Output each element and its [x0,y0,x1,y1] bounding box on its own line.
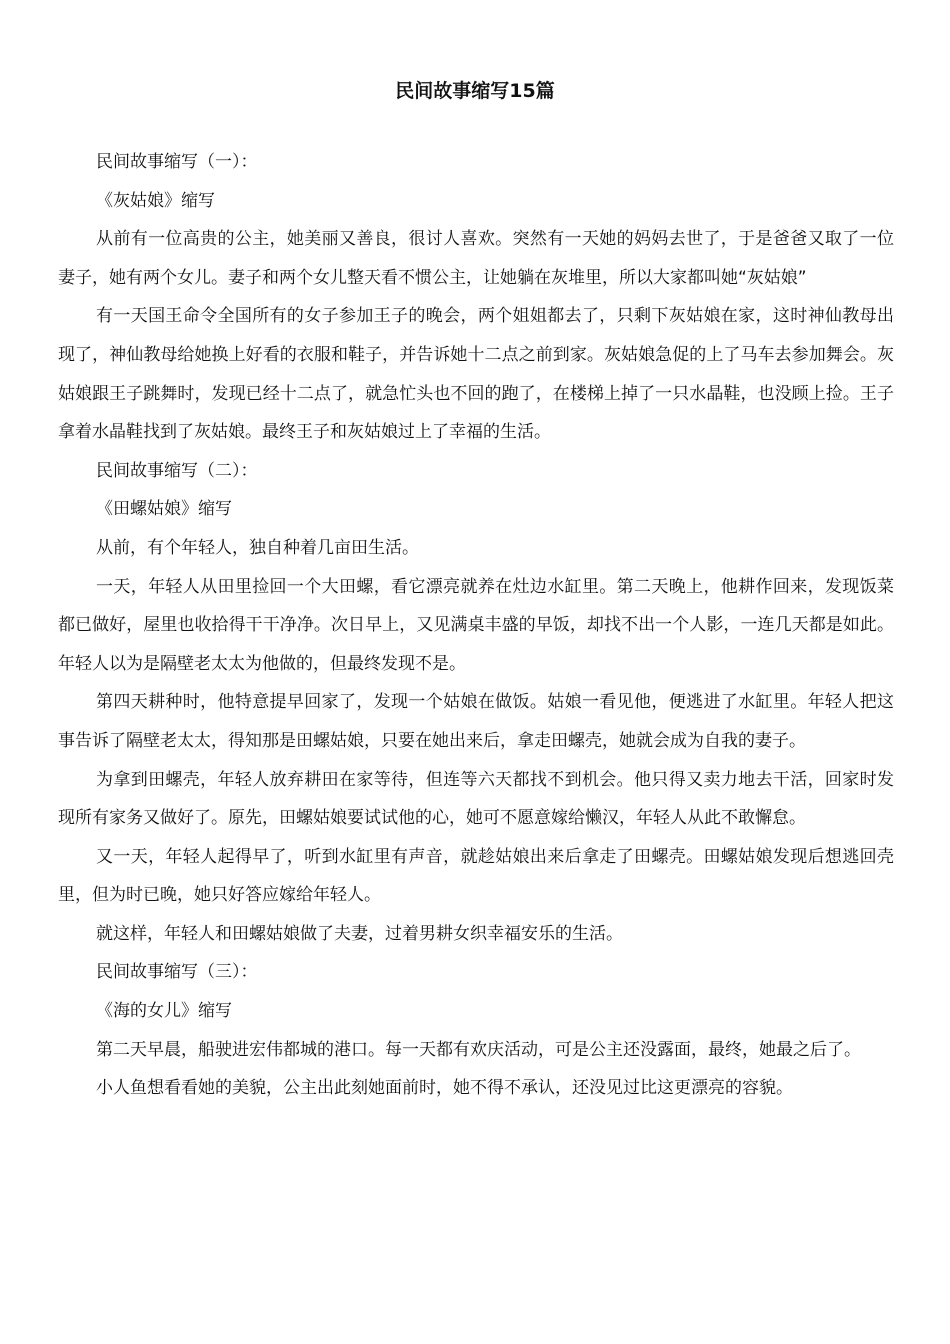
paragraph: 从前有一位高贵的公主，她美丽又善良，很讨人喜欢。突然有一天她的妈妈去世了，于是爸爸又取了一位妻子，她有两个女儿。妻子和两个女儿整天看不惯公主，让她躺在灰堆里，所以大家都叫她“灰姑娘” [58,229,894,288]
paragraph: 从前，有个年轻人，独自种着几亩田生活。 [96,537,419,558]
section-heading-1: 民间故事缩写（一）： [96,152,258,172]
section-heading-3: 民间故事缩写（三）： [96,962,258,983]
paragraph: 就这样，年轻人和田螺姑娘做了夫妻，过着男耕女织幸福安乐的生活。 [96,923,623,944]
paragraph: 有一天国王命令全国所有的女子参加王子的晚会，两个姐姐都去了，只剩下灰姑娘在家，这时神仙教母出现了，神仙教母给她换上好看的衣服和鞋子，并告诉她十二点之前到家。灰姑娘急促的上了马车去参加舞会。灰姑娘跟王子跳舞时，发现已经十二点了，就急忙头也不回的跑了，在楼梯上掉了一只水晶鞋，也没顾上捡。王子拿着水晶鞋找到了灰姑娘。最终王子和灰姑娘过上了幸福的生活。 [58,306,894,443]
paragraph: 第四天耕种时，他特意提早回家了，发现一个姑娘在做饭。姑娘一看见他，便逃进了水缸里。年轻人把这事告诉了隔壁老太太，得知那是田螺姑娘，只要在她出来后，拿走田螺壳，她就会成为自我的妻子。 [58,692,894,751]
paragraph: 小人鱼想看看她的美貌，公主出此刻她面前时，她不得不承认，还没见过比这更漂亮的容貌。 [96,1078,793,1099]
story-title-1: 《灰姑娘》缩写 [96,190,215,211]
paragraph: 为拿到田螺壳，年轻人放弃耕田在家等待，但连等六天都找不到机会。他只得又卖力地去干活，回家时发现所有家务又做好了。原先，田螺姑娘要试试他的心，她可不愿意嫁给懒汉，年轻人从此不敢懈怠。 [58,769,894,829]
section-heading-2: 民间故事缩写（二）： [96,460,258,481]
paragraph: 一天，年轻人从田里捡回一个大田螺，看它漂亮就养在灶边水缸里。第二天晚上，他耕作回来，发现饭菜都已做好，屋里也收拾得干干净净。次日早上，又见满桌丰盛的早饭，却找不出一个人影，一连几天都是如此。年轻人以为是隔壁老太太为他做的，但最终发现不是。 [58,576,894,674]
paragraph: 又一天，年轻人起得早了，听到水缸里有声音，就趁姑娘出来后拿走了田螺壳。田螺姑娘发现后想逃回壳里，但为时已晚，她只好答应嫁给年轻人。 [58,846,894,906]
paragraph: 第二天早晨，船驶进宏伟都城的港口。每一天都有欢庆活动，可是公主还没露面，最终，她最之后了。 [96,1039,861,1060]
document-body [58,143,894,1108]
story-title-3: 《海的女儿》缩写 [96,1001,232,1022]
document-title: 民间故事缩写15篇 [395,80,555,102]
story-title-2: 《田螺姑娘》缩写 [96,499,232,520]
